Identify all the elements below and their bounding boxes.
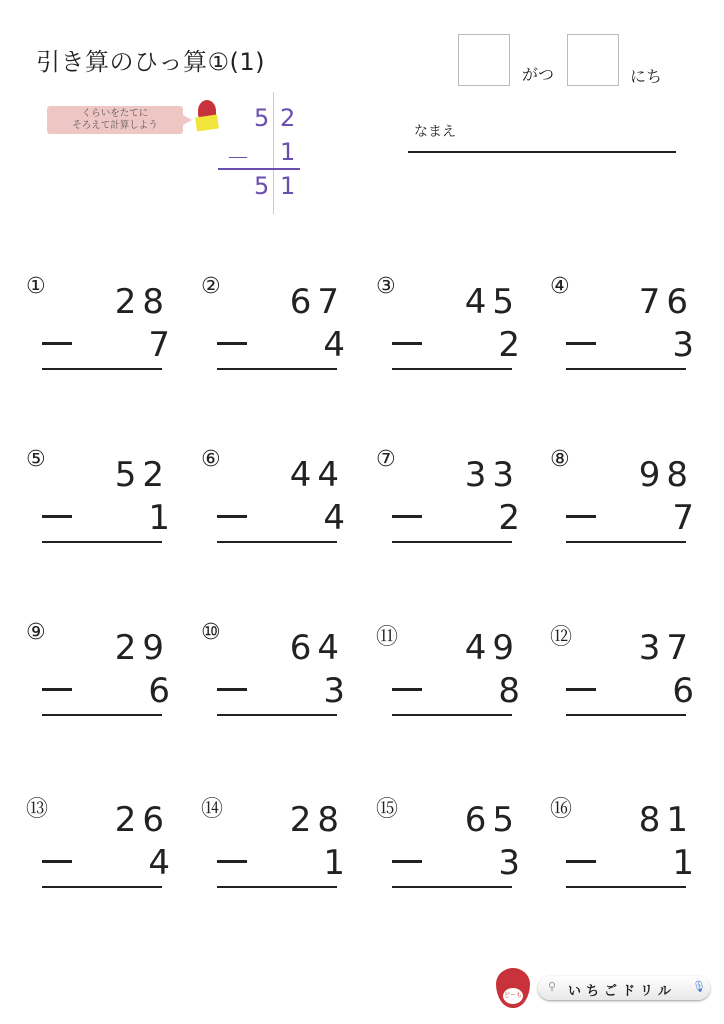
- place-value-divider: [273, 92, 274, 214]
- example-answer-ones: 1: [280, 172, 296, 200]
- problem-number: ⑭: [201, 797, 224, 822]
- microphone-icon: 🎙: [692, 980, 706, 993]
- problem-15: [376, 797, 526, 910]
- problem-number: ⑦: [376, 447, 396, 472]
- example-line: [218, 168, 300, 170]
- answer-line[interactable]: [42, 714, 162, 716]
- minuend: 26: [114, 800, 170, 840]
- problem-number: ⑤: [26, 447, 46, 472]
- problem-1: [26, 274, 176, 392]
- answer-line[interactable]: [42, 886, 162, 888]
- answer-line[interactable]: [217, 368, 337, 370]
- problem-number: ④: [550, 274, 570, 299]
- subtrahend: 6: [148, 671, 170, 711]
- strawberry-character-icon: [196, 100, 218, 134]
- answer-line[interactable]: [566, 368, 686, 370]
- problem-11: [376, 625, 526, 738]
- minuend: 52: [114, 455, 170, 495]
- answer-line[interactable]: [217, 886, 337, 888]
- minus-sign: [217, 688, 247, 691]
- minus-sign: [566, 342, 596, 345]
- subtrahend: 3: [672, 325, 694, 365]
- example-minus: －: [226, 144, 250, 172]
- minus-sign: [566, 688, 596, 691]
- problem-5: [26, 447, 176, 565]
- problem-9: [26, 620, 176, 738]
- minuend: 67: [289, 282, 345, 322]
- problem-16: [550, 797, 700, 910]
- subtrahend: 2: [498, 325, 520, 365]
- problem-number: ③: [376, 274, 396, 299]
- answer-line[interactable]: [566, 886, 686, 888]
- answer-line[interactable]: [217, 714, 337, 716]
- subtrahend: 4: [323, 498, 345, 538]
- hint-bubble: [47, 106, 183, 134]
- answer-line[interactable]: [392, 886, 512, 888]
- day-label: にち: [630, 67, 663, 86]
- problem-number: ⑪: [376, 625, 399, 650]
- subtrahend: 7: [148, 325, 170, 365]
- subtrahend: 4: [148, 843, 170, 883]
- minus-sign: [566, 515, 596, 518]
- search-icon: ⚲: [548, 980, 557, 993]
- problem-13: [26, 797, 176, 910]
- problem-3: [376, 274, 526, 392]
- logo-face: どーも: [503, 988, 523, 1004]
- problem-number: ⑥: [201, 447, 221, 472]
- subtrahend: 4: [323, 325, 345, 365]
- problem-8: [550, 447, 700, 565]
- minuend: 76: [638, 282, 694, 322]
- minuend: 28: [114, 282, 170, 322]
- subtrahend: 3: [323, 671, 345, 711]
- problem-number: ⑯: [550, 797, 573, 822]
- page-title: 引き算のひっ算①(1): [36, 48, 266, 76]
- minus-sign: [392, 515, 422, 518]
- name-label: なまえ: [414, 124, 456, 140]
- minus-sign: [217, 860, 247, 863]
- month-box[interactable]: [458, 34, 510, 86]
- minuend: 44: [289, 455, 345, 495]
- subtrahend: 1: [323, 843, 345, 883]
- problem-10: [201, 620, 351, 738]
- minuend: 98: [638, 455, 694, 495]
- minuend: 64: [289, 628, 345, 668]
- problem-number: ②: [201, 274, 221, 299]
- hint-line-1: くらいをたてに: [81, 108, 149, 119]
- day-box[interactable]: [567, 34, 619, 86]
- answer-line[interactable]: [217, 541, 337, 543]
- subtrahend: 1: [148, 498, 170, 538]
- minus-sign: [392, 860, 422, 863]
- minuend: 37: [638, 628, 694, 668]
- problem-7: [376, 447, 526, 565]
- answer-line[interactable]: [392, 541, 512, 543]
- subtrahend: 7: [672, 498, 694, 538]
- problem-number: ①: [26, 274, 46, 299]
- logo-text: いちごドリル: [568, 984, 677, 999]
- minus-sign: [392, 342, 422, 345]
- problem-6: [201, 447, 351, 565]
- problem-number: ⑧: [550, 447, 570, 472]
- minus-sign: [217, 342, 247, 345]
- month-label: がつ: [522, 65, 555, 84]
- minuend: 45: [464, 282, 520, 322]
- answer-line[interactable]: [566, 541, 686, 543]
- problem-number: ⑮: [376, 797, 399, 822]
- subtrahend: 8: [498, 671, 520, 711]
- problem-number: ⑬: [26, 797, 49, 822]
- problem-number: ⑨: [26, 620, 46, 645]
- minus-sign: [566, 860, 596, 863]
- subtrahend: 2: [498, 498, 520, 538]
- minuend: 28: [289, 800, 345, 840]
- minuend: 81: [638, 800, 694, 840]
- minuend: 49: [464, 628, 520, 668]
- minus-sign: [42, 688, 72, 691]
- minuend: 33: [464, 455, 520, 495]
- subtrahend: 6: [672, 671, 694, 711]
- answer-line[interactable]: [42, 368, 162, 370]
- name-field[interactable]: [408, 151, 676, 153]
- answer-line[interactable]: [566, 714, 686, 716]
- minus-sign: [42, 515, 72, 518]
- problem-number: ⑩: [201, 620, 221, 645]
- problem-2: [201, 274, 351, 392]
- answer-line[interactable]: [392, 714, 512, 716]
- minus-sign: [217, 515, 247, 518]
- problem-4: [550, 274, 700, 392]
- minus-sign: [392, 688, 422, 691]
- minus-sign: [42, 342, 72, 345]
- example-answer-tens: 5: [254, 172, 270, 200]
- subtrahend: 1: [672, 843, 694, 883]
- example-top-ones: 2: [280, 104, 296, 132]
- problem-number: ⑫: [550, 625, 573, 650]
- minuend: 65: [464, 800, 520, 840]
- example-top-tens: 5: [254, 104, 270, 132]
- hint-line-2: そろえて計算しよう: [72, 120, 158, 131]
- subtrahend: 3: [498, 843, 520, 883]
- minuend: 29: [114, 628, 170, 668]
- example-bottom: 1: [280, 138, 296, 166]
- problem-12: [550, 625, 700, 738]
- answer-line[interactable]: [42, 541, 162, 543]
- problem-14: [201, 797, 351, 910]
- answer-line[interactable]: [392, 368, 512, 370]
- minus-sign: [42, 860, 72, 863]
